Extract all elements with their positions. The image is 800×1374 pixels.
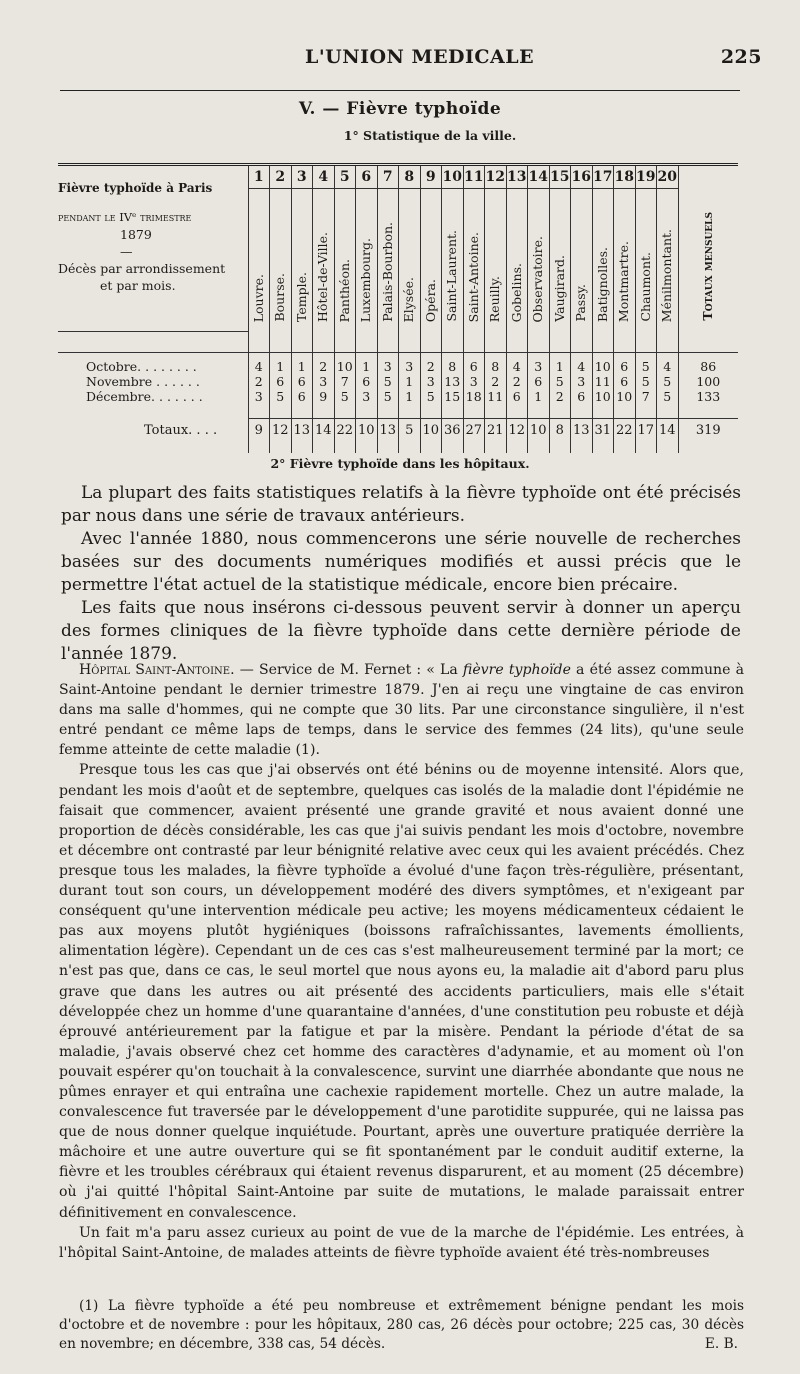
bottom-cell (614, 443, 636, 453)
arrondissement-name-cell (334, 189, 356, 332)
table-cell: 5 (420, 389, 442, 404)
spacer-cell (58, 404, 248, 419)
table-cell: 9 (313, 389, 335, 404)
separator-cell (549, 331, 571, 352)
arrondissement-name-cell (399, 189, 421, 332)
table-cell: 5 (377, 389, 399, 404)
arrondissement-number: 4 (313, 165, 335, 189)
spacer-cell (678, 404, 738, 419)
table-cell: 1 (291, 352, 313, 374)
bottom-cell (571, 443, 593, 453)
totals-cell: 10 (528, 418, 550, 443)
table-cell: 3 (399, 352, 421, 374)
table-cell: 5 (549, 374, 571, 389)
bottom-cell (528, 443, 550, 453)
spacer-cell (356, 404, 378, 419)
grand-total: 319 (678, 418, 738, 443)
separator-cell (334, 331, 356, 352)
totals-cell: 8 (549, 418, 571, 443)
bottom-cell (485, 443, 507, 453)
table-cell: 6 (356, 374, 378, 389)
arrondissement-name-cell (528, 189, 550, 332)
arrondissement-name-cell (635, 189, 657, 332)
body-paragraph-3: Un fait m'a paru assez curieux au point de vue de la marche de l'épidémie. Les entrées, à l'hôpital Saint-Antoine, de malades atteints de fièvre typhoïde avaient été très-nombreuses (59, 1224, 744, 1261)
spacer-cell (442, 404, 464, 419)
table-cell: 1 (549, 352, 571, 374)
table-cell: 1 (356, 352, 378, 374)
arrondissement-number: 5 (334, 165, 356, 189)
arrondissement-name: Batignolles. (594, 246, 610, 322)
arrondissement-number: 7 (377, 165, 399, 189)
bottom-cell (58, 443, 248, 453)
separator-cell (399, 331, 421, 352)
bottom-cell (291, 443, 313, 453)
arrondissement-name: Bourse. (272, 273, 288, 322)
table-cell: 1 (270, 352, 292, 374)
body-p1-emphasis: fièvre typhoïde (462, 662, 571, 678)
hospital-name: Hôpital Saint-Antoine. — (79, 662, 254, 678)
arrondissement-number: 11 (463, 165, 485, 189)
arrondissement-name: Palais-Bourbon. (379, 222, 395, 322)
spacer-cell (463, 404, 485, 419)
arrondissement-name: Reuilly. (487, 275, 503, 322)
table-cell: 3 (463, 374, 485, 389)
arrondissement-name: Observatoire. (530, 235, 546, 322)
body-p1-part-b: a été assez commune à Saint-Antoine pendant le dernier trimestre 1879. J'en ai reçu une vingtaine de cas environ dans ma salle d'hommes, qui ne compte que 30 lits. Par une circonstance singulière, il n'est entré pendant ce même laps de temps, dans le service des femmes (24 lits), qu'une seule femme atteinte de cette maladie (1). (59, 662, 744, 759)
row-total: 100 (678, 374, 738, 389)
arrondissement-number: 16 (571, 165, 593, 189)
separator-cell (571, 331, 593, 352)
table-cell: 5 (657, 389, 679, 404)
table-cell: 6 (463, 352, 485, 374)
table-cell: 7 (334, 374, 356, 389)
table-label-line: Décès par arrondissement (58, 261, 226, 276)
bottom-cell (334, 443, 356, 453)
arrondissement-name: Ménilmontant. (659, 228, 675, 322)
table-label-line: 1879 (120, 227, 152, 242)
spacer-cell (291, 404, 313, 419)
table-label-line: et par mois. (100, 278, 176, 293)
arrondissement-name: Opéra. (422, 278, 438, 322)
totals-cell: 13 (571, 418, 593, 443)
table-label-line: pendant le IVᵉ trimestre (58, 210, 192, 224)
separator-cell (313, 331, 335, 352)
separator-cell (270, 331, 292, 352)
bottom-cell (356, 443, 378, 453)
table-row (58, 352, 738, 374)
running-header (55, 46, 762, 68)
totals-row (58, 418, 738, 443)
table-cell: 6 (506, 389, 528, 404)
arrondissement-name: Temple. (293, 272, 309, 322)
separator-cell (485, 331, 507, 352)
table-cell: 1 (399, 389, 421, 404)
totals-cell: 14 (657, 418, 679, 443)
table-row (58, 374, 738, 389)
spacer-cell (635, 404, 657, 419)
table-row (58, 389, 738, 404)
table-cell: 5 (635, 352, 657, 374)
row-label: Décembre. . . . . . . (86, 388, 203, 404)
table-cell: 6 (614, 352, 636, 374)
arrondissement-number: 13 (506, 165, 528, 189)
table-cell: 2 (313, 352, 335, 374)
arrondissement-name: Hôtel-de-Ville. (315, 232, 331, 322)
totals-cell: 14 (313, 418, 335, 443)
arrondissement-number: 3 (291, 165, 313, 189)
bottom-cell (420, 443, 442, 453)
arrondissement-name-cell (614, 189, 636, 332)
separator-cell (291, 331, 313, 352)
spacer-cell (549, 404, 571, 419)
footnote (59, 1297, 744, 1354)
spacer-cell (248, 404, 270, 419)
totals-cell: 13 (291, 418, 313, 443)
table-cell: 11 (485, 389, 507, 404)
table-label-cell (58, 165, 248, 332)
arrondissement-name: Gobelins. (508, 262, 524, 322)
spacer-cell (485, 404, 507, 419)
table-cell: 15 (442, 389, 464, 404)
table-cell: 2 (549, 389, 571, 404)
separator-cell (678, 331, 738, 352)
bottom-cell (399, 443, 421, 453)
totals-cell: 22 (334, 418, 356, 443)
table-cell: 13 (442, 374, 464, 389)
table-cell: 10 (334, 352, 356, 374)
arrondissement-name-cell (657, 189, 679, 332)
table-cell: 1 (528, 389, 550, 404)
footnote-paragraph (59, 1297, 744, 1354)
totals-cell: 31 (592, 418, 614, 443)
spacer-cell (334, 404, 356, 419)
totals-cell: 5 (399, 418, 421, 443)
table-spacer (58, 404, 738, 419)
hospital-heading: 2° Fièvre typhoïde dans les hôpitaux. (270, 456, 530, 471)
table-cell: 6 (571, 389, 593, 404)
table-cell: 6 (614, 374, 636, 389)
totals-cell: 9 (248, 418, 270, 443)
row-label: Novembre . . . . . . (86, 373, 200, 389)
totals-cell: 12 (270, 418, 292, 443)
bottom-cell (678, 443, 738, 453)
intro-text (61, 482, 741, 666)
table-number-row (58, 165, 738, 189)
table-cell: 8 (442, 352, 464, 374)
table-cell: 8 (485, 352, 507, 374)
table-cell: 5 (635, 374, 657, 389)
bottom-cell (377, 443, 399, 453)
spacer-cell (506, 404, 528, 419)
totals-cell: 27 (463, 418, 485, 443)
section-title: V. — Fièvre typhoïde (298, 99, 502, 119)
spacer-cell (614, 404, 636, 419)
table-cell: 4 (657, 352, 679, 374)
arrondissement-name-cell (485, 189, 507, 332)
bottom-cell (635, 443, 657, 453)
totals-cell: 13 (377, 418, 399, 443)
arrondissement-name-cell (356, 189, 378, 332)
spacer-cell (657, 404, 679, 419)
arrondissement-name: Vaugirard. (551, 255, 567, 322)
body-p1-part-a: Service de M. Fernet : « La (253, 662, 463, 678)
table-cell: 5 (377, 374, 399, 389)
table-cell: 5 (334, 389, 356, 404)
arrondissement-number: 14 (528, 165, 550, 189)
arrondissement-name-cell (592, 189, 614, 332)
arrondissement-number: 10 (442, 165, 464, 189)
arrondissement-name-cell (549, 189, 571, 332)
table-label-line: — (120, 244, 133, 259)
arrondissement-number: 8 (399, 165, 421, 189)
totals-cell: 36 (442, 418, 464, 443)
arrondissement-name: Luxembourg. (358, 237, 374, 322)
separator-cell (442, 331, 464, 352)
table-cell: 4 (248, 352, 270, 374)
arrondissement-number: 2 (270, 165, 292, 189)
separator-cell (506, 331, 528, 352)
table-cell: 4 (571, 352, 593, 374)
spacer-cell (528, 404, 550, 419)
totals-cell: 10 (356, 418, 378, 443)
arrondissement-name-cell (248, 189, 270, 332)
section-subtitle: 1° Statistique de la ville. (343, 128, 517, 143)
arrondissement-name: Passy. (573, 284, 589, 322)
intro-paragraph-2: Avec l'année 1880, nous commencerons une série nouvelle de recherches basées sur des documents numériques modifiés et aussi précis que le permettre l'état actuel de la statistique médicale, encore bien précaire. (61, 529, 741, 595)
table-cell: 7 (635, 389, 657, 404)
separator-cell (614, 331, 636, 352)
totals-cell: 22 (614, 418, 636, 443)
totals-cell: 21 (485, 418, 507, 443)
spacer-cell (571, 404, 593, 419)
table-cell: 3 (313, 374, 335, 389)
separator-cell (463, 331, 485, 352)
table-cell: 10 (592, 352, 614, 374)
spacer-cell (313, 404, 335, 419)
totals-label: Totaux. . . . (144, 422, 218, 438)
arrondissement-name: Saint-Laurent. (444, 230, 460, 322)
separator-cell (420, 331, 442, 352)
spacer-cell (592, 404, 614, 419)
table-cell: 2 (506, 374, 528, 389)
table-cell: 5 (657, 374, 679, 389)
arrondissement-number: 9 (420, 165, 442, 189)
arrondissement-name-cell (313, 189, 335, 332)
table-cell: 3 (356, 389, 378, 404)
arrondissement-number: 20 (657, 165, 679, 189)
table-cell: 6 (291, 374, 313, 389)
table-label-line: Fièvre typhoïde à Paris (58, 181, 213, 195)
bottom-cell (248, 443, 270, 453)
table-cell: 2 (420, 352, 442, 374)
arrondissement-name-cell (291, 189, 313, 332)
body-text (59, 660, 744, 1263)
arrondissement-number: 1 (248, 165, 270, 189)
separator-cell (377, 331, 399, 352)
arrondissement-name-cell (463, 189, 485, 332)
bottom-cell (442, 443, 464, 453)
table-cell: 6 (270, 374, 292, 389)
table-cell: 3 (528, 352, 550, 374)
arrondissement-name: Elysée. (401, 276, 417, 322)
table-cell: 5 (270, 389, 292, 404)
row-total: 133 (678, 389, 738, 404)
bottom-cell (270, 443, 292, 453)
spacer-cell (377, 404, 399, 419)
spacer-cell (420, 404, 442, 419)
table-cell: 10 (592, 389, 614, 404)
bottom-cell (506, 443, 528, 453)
table-cell: 10 (614, 389, 636, 404)
table-cell: 6 (528, 374, 550, 389)
table-cell: 2 (485, 374, 507, 389)
journal-title: L'UNION MEDICALE (305, 46, 535, 68)
body-paragraph-2: Presque tous les cas que j'ai observés ont été bénins ou de moyenne intensité. Alors que, pendant les mois d'août et de septembre, quelques cas isolés de la maladie dont l'épidémie ne faisait que commencer, avaient présenté une grande gravité et nous avaient donné une proportion de décès considérable, les cas que j'ai suivis pendant les mois d'octobre, novembre et décembre ont contrasté par leur bénignité relative avec ceux qui les avaient précédés. Chez presque tous les malades, la fièvre typhoïde a évolué d'une façon très-régulière, présentant, durant tout son cours, un développement modéré des divers symptômes, et n'exigeant par conséquent qu'une intervention médicale peu active; les moyens médicamenteux cédaient le pas aux moyens plutôt hygiéniques (boissons rafraîchissantes, lavements émollients, alimentation légère). Cependant un de ces cas s'est malheureusement terminé par la mort; ce n'est pas que, dans ce cas, le seul mortel que nous ayons eu, la maladie ait d'abord paru plus grave que dans les autres ou ait présenté des accidents particuliers, mais elle s'était développée chez un homme d'une quarantaine d'années, d'une constitution peu robuste et déjà éprouvé antérieurement par la fatigue et par la misère. Pendant la période d'état de sa maladie, j'avais observé chez cet homme des caractères d'adynamie, et au moment où l'on pouvait espérer qu'on touchait à la convalescence, survint une diarrhée abondante que nous ne pûmes enrayer et qui entraîna une cachexie rapidement mortelle. Chez un autre malade, la convalescence fut traversée par le développement d'une parotidite suppurée, qui ne laissa pas que de nous donner quelque inquiétude. Pourtant, après une ouverture pratiquée derrière la mâchoire et une autre ouverture qui se fit spontanément par le conduit auditif externe, la fièvre et les troubles cérébraux qui étaient revenus disparurent, et au moment (25 décembre) où j'ai quitté l'hôpital Saint-Antoine par suite de mutations, le malade paraissait entrer définitivement en convalescence. (59, 762, 744, 1221)
table-cell: 1 (399, 374, 421, 389)
arrondissement-number: 19 (635, 165, 657, 189)
bottom-cell (549, 443, 571, 453)
totals-cell: 17 (635, 418, 657, 443)
footnote-text: (1) La fièvre typhoïde a été peu nombreuse et extrêmement bénigne pendant les mois d'octobre et de novembre : pour les hôpitaux, 280 cas, 26 décès pour octobre; 225 cas, 30 décès en novembre; en décembre, 338 cas, 54 décès. (59, 1298, 744, 1352)
total-header-cell (678, 165, 738, 332)
header-rule (60, 90, 740, 91)
arrondissement-number: 15 (549, 165, 571, 189)
separator-cell (592, 331, 614, 352)
separator-cell (657, 331, 679, 352)
row-label: Octobre. . . . . . . . (86, 358, 197, 374)
row-total: 86 (678, 352, 738, 374)
separator-cell (356, 331, 378, 352)
footnote-signature: E. B. (704, 1336, 738, 1352)
bottom-cell (463, 443, 485, 453)
arrondissement-name: Montmartre. (616, 240, 632, 322)
arrondissement-name: Chaumont. (637, 252, 653, 322)
total-header: Totaux mensuels (700, 212, 716, 321)
arrondissement-number: 12 (485, 165, 507, 189)
statistics-table (58, 163, 738, 453)
arrondissement-number: 17 (592, 165, 614, 189)
arrondissement-number: 18 (614, 165, 636, 189)
bottom-cell (592, 443, 614, 453)
separator-cell (528, 331, 550, 352)
arrondissement-name: Panthéon. (336, 258, 352, 322)
spacer-cell (399, 404, 421, 419)
arrondissement-name: Louvre. (250, 273, 266, 322)
table-cell: 18 (463, 389, 485, 404)
table-cell: 6 (291, 389, 313, 404)
arrondissement-name-cell (377, 189, 399, 332)
totals-cell: 10 (420, 418, 442, 443)
arrondissement-name-cell (442, 189, 464, 332)
table-separator (58, 331, 738, 352)
intro-paragraph-1: La plupart des faits statistiques relatifs à la fièvre typhoïde ont été précisés par nous dans une série de travaux antérieurs. (61, 483, 741, 526)
arrondissement-name-cell (571, 189, 593, 332)
spacer-cell (270, 404, 292, 419)
separator-cell (248, 331, 270, 352)
arrondissement-name-cell (270, 189, 292, 332)
table-cell: 11 (592, 374, 614, 389)
table-cell: 3 (571, 374, 593, 389)
arrondissement-name: Saint-Antoine. (465, 231, 481, 322)
table-cell: 3 (420, 374, 442, 389)
totals-cell: 12 (506, 418, 528, 443)
table-bottom (58, 443, 738, 453)
separator-cell (635, 331, 657, 352)
table-cell: 4 (506, 352, 528, 374)
table-cell: 2 (248, 374, 270, 389)
arrondissement-name-cell (506, 189, 528, 332)
arrondissement-name-cell (420, 189, 442, 332)
arrondissement-number: 6 (356, 165, 378, 189)
separator-cell (58, 331, 248, 352)
page-number: 225 (720, 46, 762, 68)
table-cell: 3 (248, 389, 270, 404)
body-paragraph-1 (59, 660, 744, 760)
table-cell: 3 (377, 352, 399, 374)
bottom-cell (313, 443, 335, 453)
bottom-cell (657, 443, 679, 453)
intro-paragraph-3: Les faits que nous insérons ci-dessous peuvent servir à donner un aperçu des formes cliniques de la fièvre typhoïde dans cette dernière période de l'année 1879. (61, 598, 741, 664)
